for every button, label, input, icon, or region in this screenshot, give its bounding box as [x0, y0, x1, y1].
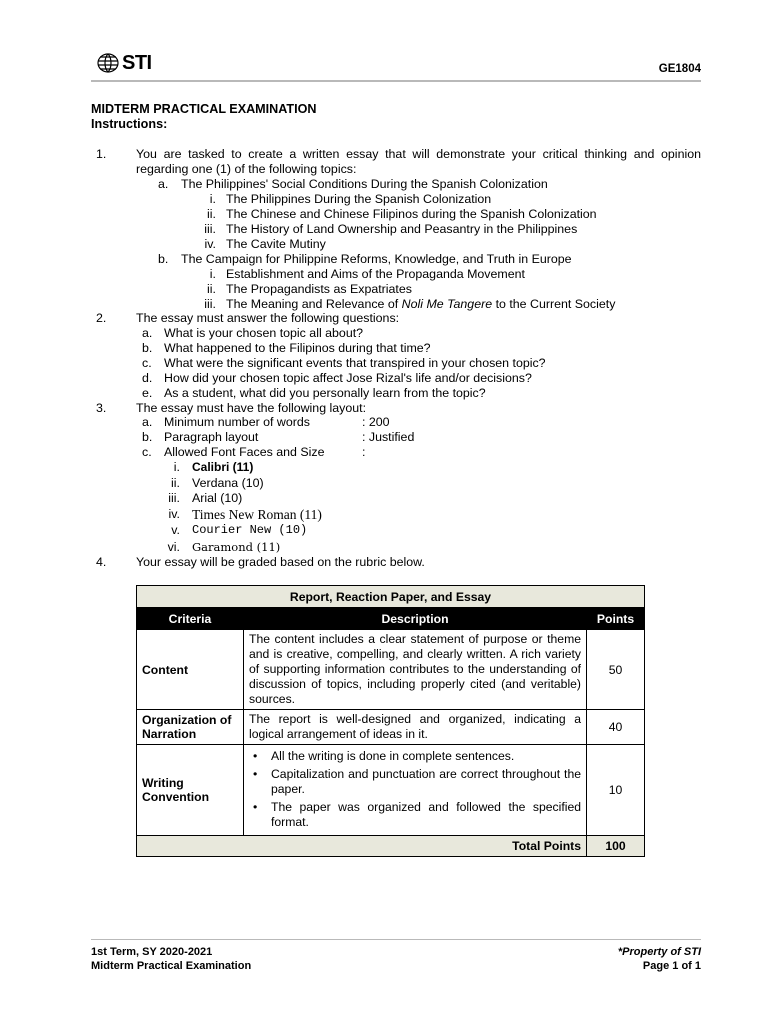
total-row [137, 836, 645, 857]
layout-value: : 200 [362, 415, 390, 429]
rubric-table [136, 585, 645, 857]
page-number: Page 1 of 1 [642, 960, 701, 972]
globe-icon [96, 52, 120, 74]
property-label: *Property of STI [617, 946, 701, 958]
item-number: 1. [96, 147, 107, 161]
list-marker: d. [142, 371, 153, 385]
list-marker: v. [171, 523, 180, 537]
list-item: • All the writing is done in complete sentences. [249, 749, 581, 764]
list-marker: ii. [207, 282, 216, 296]
description-cell [244, 745, 587, 836]
font-option: Times New Roman (11) [192, 507, 322, 522]
font-option: Garamond (11) [192, 540, 281, 554]
rubric-header-row [137, 608, 645, 630]
table-row [137, 710, 645, 745]
list-marker: i. [209, 192, 216, 206]
points-cell: 10 [587, 745, 645, 836]
item-number: 2. [96, 311, 107, 325]
footer-left [91, 945, 251, 973]
instruction-text: The essay must have the following layout: [136, 401, 367, 415]
criteria-cell: Content [137, 630, 244, 710]
sti-logo [96, 50, 152, 76]
item-number: 3. [96, 401, 107, 415]
list-marker: a. [158, 177, 169, 191]
font-option: Courier New (10) [192, 523, 308, 537]
font-option: Calibri (11) [192, 460, 254, 474]
topic-item: The Propagandists as Expatriates [226, 282, 412, 296]
table-row [137, 745, 645, 836]
instruction-text: The essay must answer the following questions: [136, 311, 400, 325]
list-marker: i. [209, 267, 216, 281]
list-marker: i. [173, 460, 180, 474]
list-marker: iv. [168, 507, 180, 521]
layout-item: Minimum number of words [164, 415, 310, 429]
list-marker: iii. [204, 297, 216, 311]
instruction-text: regarding one (1) of the following topics: [136, 162, 357, 176]
topic-heading: The Campaign for Philippine Reforms, Knowledge, and Truth in Europe [181, 252, 572, 266]
question-item: What were the significant events that transpired in your chosen topic? [164, 356, 546, 370]
points-header: Points [587, 608, 645, 630]
item-number: 4. [96, 555, 107, 569]
list-marker: e. [142, 386, 153, 400]
topic-item: Establishment and Aims of the Propaganda Movement [226, 267, 525, 281]
font-option: Arial (10) [192, 491, 243, 505]
list-marker: ii. [207, 207, 216, 221]
topic-item: The Chinese and Chinese Filipinos during the Spanish Colonization [226, 207, 597, 221]
question-item: What is your chosen topic all about? [164, 326, 364, 340]
topic-item: The Cavite Mutiny [226, 237, 326, 251]
document-name: Midterm Practical Examination [91, 960, 252, 972]
rubric-caption: Report, Reaction Paper, and Essay [137, 586, 645, 608]
criteria-header: Criteria [137, 608, 244, 630]
page-title [91, 102, 317, 132]
list-item: • The paper was organized and followed the specified format. [249, 800, 581, 830]
description-cell: The report is well-designed and organized, indicating a logical arrangement of ideas in it. [244, 710, 587, 745]
book-title: Noli Me Tangere [401, 297, 493, 311]
topic-item: The History of Land Ownership and Peasantry in the Philippines [226, 222, 578, 236]
instructions-label: Instructions: [91, 117, 168, 131]
list-marker: vi. [167, 540, 180, 554]
question-item: As a student, what did you personally learn from the topic? [164, 386, 486, 400]
list-marker: b. [142, 341, 153, 355]
list-marker: iii. [204, 222, 216, 236]
list-item: • Capitalization and punctuation are correct throughout the paper. [249, 767, 581, 797]
exam-title: MIDTERM PRACTICAL EXAMINATION [91, 102, 317, 116]
term-label: 1st Term, SY 2020-2021 [91, 946, 213, 958]
header-divider [91, 80, 701, 82]
layout-item: Allowed Font Faces and Size [164, 445, 325, 459]
list-marker: b. [142, 430, 153, 444]
list-marker: ii. [171, 476, 180, 490]
layout-value: : [362, 445, 366, 459]
font-option: Verdana (10) [192, 476, 264, 490]
points-cell: 50 [587, 630, 645, 710]
instruction-text: You are tasked to create a written essay that will demonstrate your critical thinking and opinion [136, 147, 701, 161]
total-value: 100 [587, 836, 645, 857]
layout-value: : Justified [362, 430, 415, 444]
list-marker: c. [142, 356, 152, 370]
list-marker: a. [142, 415, 153, 429]
layout-item: Paragraph layout [164, 430, 259, 444]
criteria-cell: Organization of Narration [137, 710, 244, 745]
list-marker: iii. [168, 491, 180, 505]
list-marker: iv. [204, 237, 216, 251]
points-cell: 40 [587, 710, 645, 745]
footer-right [618, 945, 701, 973]
logo-text: STI [122, 51, 152, 74]
list-marker: a. [142, 326, 153, 340]
table-row [137, 630, 645, 710]
total-label: Total Points [137, 836, 587, 857]
topic-heading: The Philippines' Social Conditions During the Spanish Colonization [181, 177, 548, 191]
document-code: GE1804 [658, 63, 701, 75]
bullet-list [249, 749, 581, 830]
list-marker: c. [142, 445, 152, 459]
question-item: What happened to the Filipinos during that time? [164, 341, 431, 355]
list-marker: b. [158, 252, 169, 266]
description-cell: The content includes a clear statement of purpose or theme and is creative, compelling, and clearly written. A rich variety of supporting information contributes to the understanding of discussion of topics, including properly cited (and veritable) sources. [244, 630, 587, 710]
footer-divider [91, 939, 701, 940]
criteria-cell: Writing Convention [137, 745, 244, 836]
topic-item: The Meaning and Relevance of Noli Me Tangere to the Current Society [226, 297, 616, 311]
description-header: Description [244, 608, 587, 630]
question-item: How did your chosen topic affect Jose Rizal's life and/or decisions? [164, 371, 532, 385]
instruction-text: Your essay will be graded based on the rubric below. [136, 555, 425, 569]
topic-item: The Philippines During the Spanish Colonization [226, 192, 492, 206]
